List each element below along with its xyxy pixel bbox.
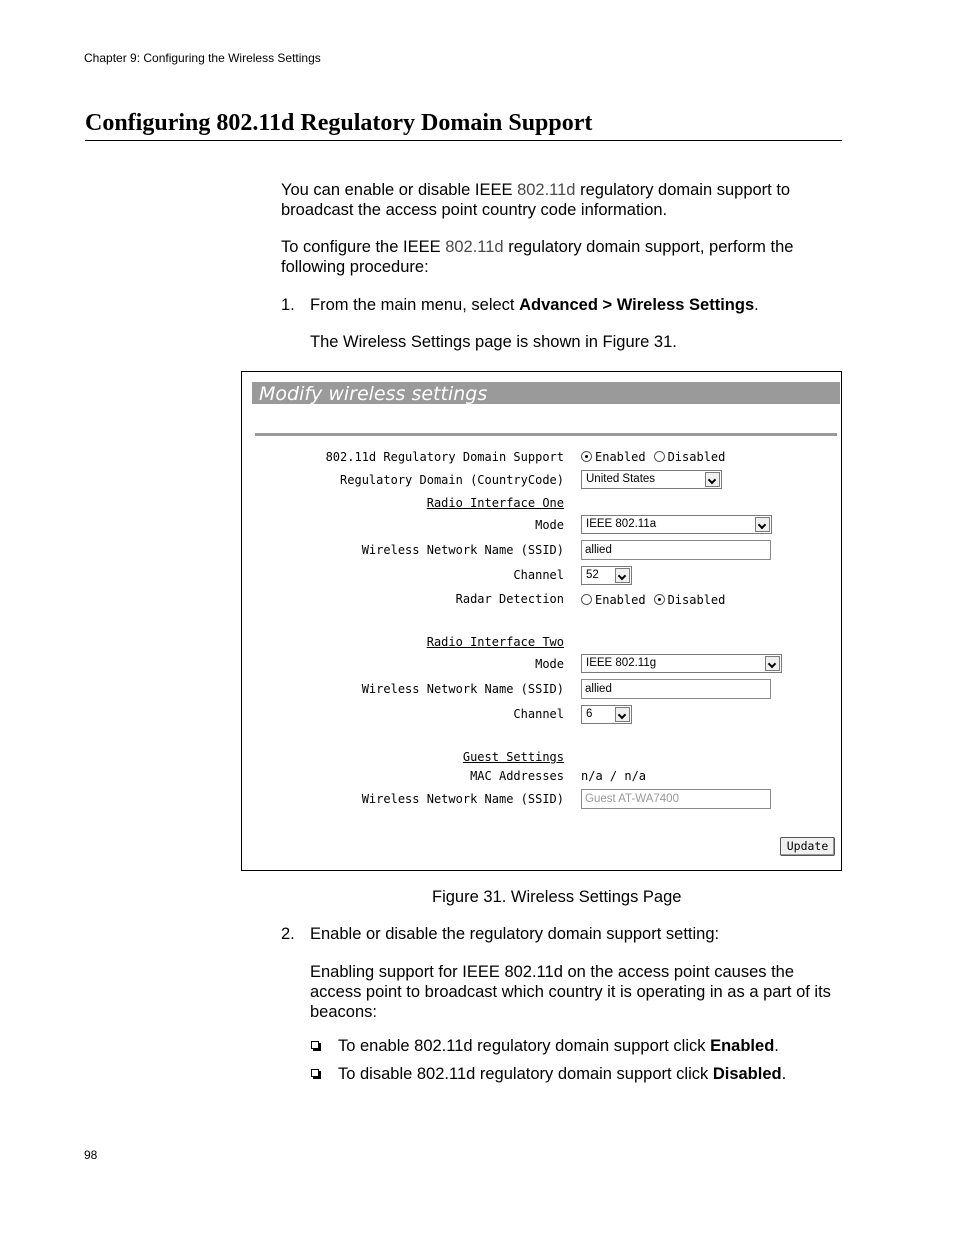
step-text: . [754,296,759,314]
running-header: Chapter 9: Configuring the Wireless Settings [84,51,321,65]
radar-enabled-label: Enabled [595,593,646,607]
ieee-link[interactable]: 802.11d [517,181,576,199]
intro-text: regulatory domain support, perform the following procedure: [281,238,794,276]
intro-paragraph-2 [281,237,841,277]
guest-heading: Guest Settings [462,750,564,764]
bullet-disable [338,1064,838,1084]
country-value: United States [586,473,656,485]
radio2-heading: Radio Interface Two [426,635,564,649]
regdomain-disabled-label: Disabled [667,450,726,464]
intro-text: regulatory domain support to broadcast the access point country code information. [281,181,791,219]
checkbox-bullet-icon [311,1069,319,1077]
update-button[interactable]: Update [780,837,835,856]
radio2-channel-select[interactable] [581,705,632,724]
step-1-number: 1. [281,296,295,314]
radio1-heading: Radio Interface One [426,496,564,510]
figure-caption: Figure 31. Wireless Settings Page [432,888,682,906]
radio1-mode-value: IEEE 802.11a [586,518,657,530]
regdomain-enabled-label: Enabled [595,450,646,464]
bullet-text: . [781,1065,787,1083]
regdomain-disabled-radio[interactable] [654,451,665,462]
regdomain-label: 802.11d Regulatory Domain Support [325,450,564,464]
title-rule [85,140,842,141]
bullet-text: To disable 802.11d regulatory domain support click [338,1065,713,1083]
intro-text: To configure the IEEE [281,238,446,256]
radio1-ssid-label: Wireless Network Name (SSID) [361,543,564,557]
guest-ssid-input: Guest AT-WA7400 [581,789,771,809]
step-1-note: The Wireless Settings page is shown in Figure 31. [310,333,677,351]
radio2-mode-value: IEEE 802.11g [586,657,657,669]
radio1-mode-label: Mode [535,518,564,532]
radio2-channel-label: Channel [513,707,564,721]
chevron-down-icon [755,517,770,532]
radar-disabled-radio[interactable] [654,594,665,605]
regdomain-radio-group [581,450,733,464]
radio1-channel-select[interactable] [581,566,632,585]
radio1-mode-select[interactable] [581,515,772,534]
radio2-channel-value: 6 [586,708,593,720]
chevron-down-icon [705,472,720,487]
radar-label: Radar Detection [455,592,564,606]
step-2-text: Enable or disable the regulatory domain support setting: [310,925,720,943]
chevron-down-icon [615,568,630,583]
radio1-channel-label: Channel [513,568,564,582]
country-label: Regulatory Domain (CountryCode) [340,473,564,487]
bullet-bold: Enabled [710,1037,775,1055]
chevron-down-icon [765,656,780,671]
page-number: 98 [84,1148,98,1162]
ieee-link[interactable]: 802.11d [445,238,504,256]
country-select[interactable] [581,470,722,489]
screen-title: Modify wireless settings [259,383,488,405]
radar-radio-group [581,593,733,607]
radio2-ssid-input[interactable]: allied [581,679,771,699]
bullet-bold: Disabled [712,1065,782,1083]
mac-label: MAC Addresses [470,769,564,783]
screen-title-bar [252,382,840,404]
bullet-enable [338,1036,838,1056]
chevron-down-icon [615,707,630,722]
step-2-note: Enabling support for IEEE 802.11d on the access point causes the access point to broadcast which country it is operating in as a part of its beacons: [310,963,831,1021]
radio2-mode-select[interactable] [581,654,782,673]
intro-paragraph-1 [281,180,841,220]
checkbox-bullet-icon [311,1041,319,1049]
page-title: Configuring 802.11d Regulatory Domain Support [85,110,593,136]
intro-text: You can enable or disable IEEE [281,181,518,199]
menu-path: Advanced > Wireless Settings [519,296,755,314]
wireless-settings-screenshot [241,371,842,871]
step-1-text [310,295,840,315]
step-2-number: 2. [281,925,295,943]
radio1-ssid-input[interactable]: allied [581,540,771,560]
bullet-text: To enable 802.11d regulatory domain support click [338,1037,711,1055]
regdomain-enabled-radio[interactable] [581,451,592,462]
radar-disabled-label: Disabled [667,593,726,607]
radio2-mode-label: Mode [535,657,564,671]
screen-separator [255,433,837,436]
radar-enabled-radio[interactable] [581,594,592,605]
radio2-ssid-label: Wireless Network Name (SSID) [361,682,564,696]
radio1-channel-value: 52 [586,569,599,581]
bullet-text: . [774,1037,779,1055]
mac-value: n/a / n/a [581,769,647,783]
guest-ssid-label: Wireless Network Name (SSID) [361,792,564,806]
step-text: From the main menu, select [310,296,520,314]
